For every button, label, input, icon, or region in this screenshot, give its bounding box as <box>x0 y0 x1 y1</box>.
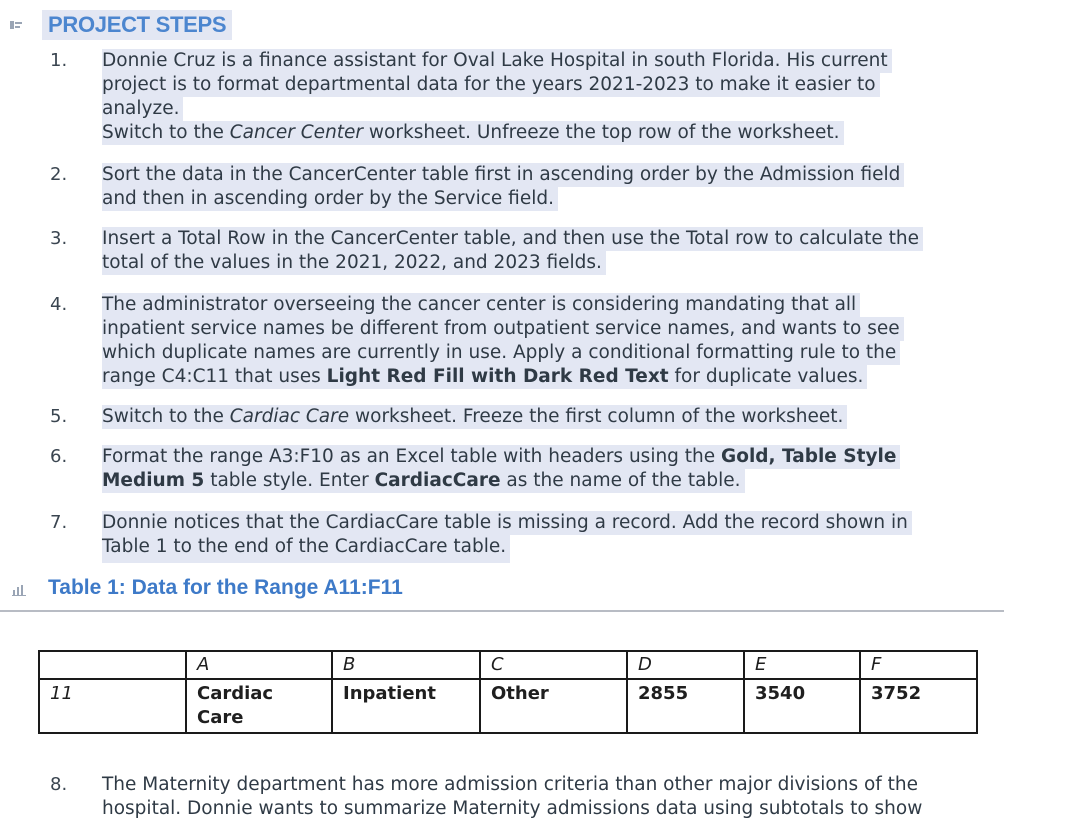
data-table <box>38 650 978 734</box>
step-text-line: range C4:C11 that uses Light Red Fill with Dark Red Text for duplicate values. <box>102 365 867 389</box>
header-cell: C <box>480 651 627 679</box>
header-cell: E <box>744 651 860 679</box>
step-text-line: Medium 5 table style. Enter CardiacCare as the name of the table. <box>102 469 745 493</box>
step-3 <box>102 227 923 275</box>
step-text-line: analyze. <box>102 97 183 121</box>
step-7 <box>102 511 912 563</box>
step-number: 8. <box>50 774 68 795</box>
step-number: 4. <box>50 294 68 315</box>
step-number: 1. <box>50 50 68 71</box>
step-number: 7. <box>50 512 68 533</box>
worksheet-name: Cancer Center <box>229 122 364 143</box>
step-text-line: inpatient service names be different from outpatient service names, and wants to see <box>102 317 904 341</box>
divider <box>0 610 1004 612</box>
step-text-line: Switch to the Cardiac Care worksheet. Freeze the first column of the worksheet. <box>102 405 847 429</box>
header-cell: B <box>332 651 480 679</box>
step-number: 6. <box>50 446 68 467</box>
paragraph-marker-icon <box>10 20 24 30</box>
header-cell: A <box>186 651 332 679</box>
table-cell: 3540 <box>744 679 860 733</box>
table-cell: 2855 <box>627 679 744 733</box>
step-8 <box>102 773 926 821</box>
table-header-row <box>39 651 977 679</box>
worksheet-name: Cardiac Care <box>229 406 350 427</box>
table-style-name: Medium 5 <box>102 470 205 491</box>
step-text-line: and then in ascending order by the Service field. <box>102 187 558 211</box>
header-cell: D <box>627 651 744 679</box>
row-number-cell: 11 <box>39 679 186 733</box>
format-name: Light Red Fill with Dark Red Text <box>326 366 669 387</box>
step-text-line: Table 1 to the end of the CardiacCare table. <box>102 535 510 563</box>
table-marker-icon <box>12 584 26 596</box>
step-number: 2. <box>50 164 68 185</box>
table-caption: Table 1: Data for the Range A11:F11 <box>48 576 403 599</box>
step-6 <box>102 445 900 493</box>
step-text-line: project is to format departmental data for the years 2021-2023 to make it easier to <box>102 73 880 97</box>
step-text-line: Donnie notices that the CardiacCare table is missing a record. Add the record shown in <box>102 511 912 535</box>
table-style-name: Gold, Table Style <box>721 446 897 467</box>
step-text-line: The administrator overseeing the cancer center is considering mandating that all <box>102 293 860 317</box>
table-cell: 3752 <box>860 679 977 733</box>
step-text-line: Donnie Cruz is a finance assistant for Oval Lake Hospital in south Florida. His current <box>102 49 892 73</box>
step-number: 5. <box>50 406 68 427</box>
table-name: CardiacCare <box>374 470 501 491</box>
page-title: PROJECT STEPS <box>42 10 232 40</box>
table-row <box>39 679 977 733</box>
step-text-line: hospital. Donnie wants to summarize Maternity admissions data using subtotals to show <box>102 798 923 819</box>
step-text-line: Switch to the Cancer Center worksheet. Unfreeze the top row of the worksheet. <box>102 121 844 145</box>
header-cell: F <box>860 651 977 679</box>
step-text-line: Sort the data in the CancerCenter table first in ascending order by the Admission field <box>102 163 904 187</box>
step-text-line: total of the values in the 2021, 2022, and 2023 fields. <box>102 251 606 275</box>
table-cell: Inpatient <box>332 679 480 733</box>
step-4 <box>102 293 904 389</box>
table-cell: Other <box>480 679 627 733</box>
step-text-line: Insert a Total Row in the CancerCenter table, and then use the Total row to calculate the <box>102 227 923 251</box>
step-1 <box>102 49 892 145</box>
step-2 <box>102 163 904 211</box>
step-text-line: Format the range A3:F10 as an Excel table with headers using the Gold, Table Style <box>102 445 900 469</box>
step-number: 3. <box>50 228 68 249</box>
table-cell: Cardiac Care <box>186 679 332 733</box>
step-5 <box>102 405 847 429</box>
header-cell <box>39 651 186 679</box>
step-text-line: which duplicate names are currently in use. Apply a conditional formatting rule to the <box>102 341 900 365</box>
step-text-line: The Maternity department has more admission criteria than other major divisions of the <box>102 774 919 795</box>
